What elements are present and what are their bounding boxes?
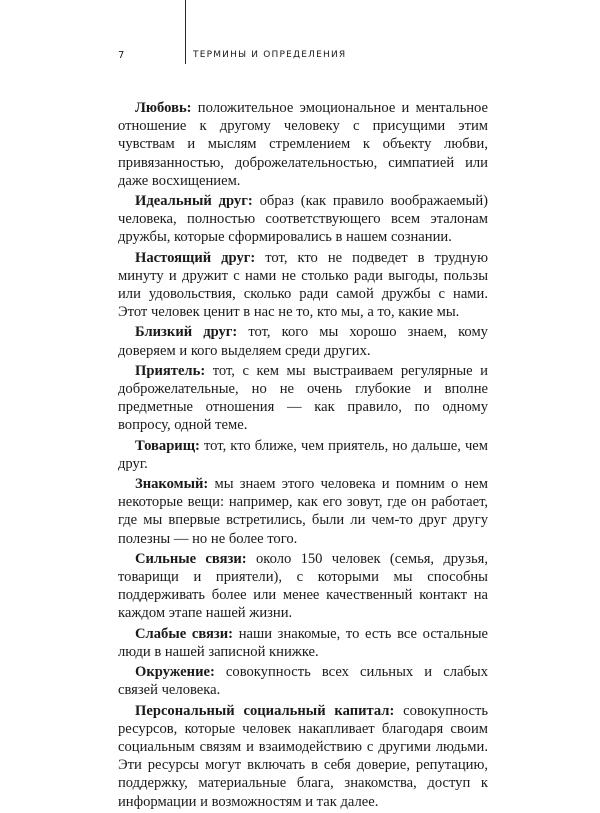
entry-definition: образ (как правило воображаемый) человека, полностью соответствующего всем эталонам дружбы, которые сформировались в нашем сознании. <box>118 193 488 246</box>
entry-term: Персональный социальный капитал: <box>135 702 395 719</box>
entry-definition: тот, с кем мы выстраиваем регулярные и доброжелательные, но не очень глубокие и вполне предметные отношения — как правило, по одному вопросу, одной теме. <box>118 362 488 434</box>
entry-term: Знакомый: <box>135 476 209 493</box>
header-vertical-rule <box>185 0 186 64</box>
entry-definition: мы знаем этого человека и помним о нем некоторые вещи: например, как его зовут, где он работает, где мы впервые встретились, были ли чем-то друг другу полезны — но не более того. <box>118 476 488 547</box>
entry-term: Идеальный друг: <box>135 193 253 210</box>
page-number: 7 <box>118 50 125 61</box>
glossary-entry-weak-ties <box>118 625 488 661</box>
entry-definition: совокупность всех сильных и слабых связей человека. <box>118 664 488 699</box>
glossary <box>118 99 488 813</box>
entry-term: Окружение: <box>135 664 215 681</box>
entry-term: Слабые связи: <box>135 625 234 642</box>
glossary-entry-close-friend <box>118 323 488 359</box>
entry-definition: тот, кого мы хорошо знаем, кому доверяем и кого выделяем среди других. <box>118 324 488 359</box>
glossary-entry-pal <box>118 362 488 435</box>
entry-definition: около 150 человек (семья, друзья, товарищи и приятели), с которыми мы способны поддерживать более или менее качественный контакт на каждом этапе нашей жизни. <box>118 550 488 622</box>
entry-term: Приятель: <box>135 362 206 379</box>
entry-definition: совокупность ресурсов, которые человек накапливает благодаря своим социальным связям и взаимодействию с другими людьми. Эти ресурсы могут включать в себя доверие, репутацию, поддержку, материальные блага, знакомства, доступ к информации и возможностям и так далее. <box>118 702 489 810</box>
entry-term: Настоящий друг: <box>135 249 256 266</box>
entry-definition: положительное эмоциональное и ментальное отношение к другому человеку с присущими этим чувствам и мыслям стремлением к объекту любви, привязанностью, доброжелательностью, симпатией или даже восхищением. <box>118 100 488 189</box>
entry-definition: наши знакомые, то есть все остальные люди в нашей записной книжке. <box>118 625 488 660</box>
entry-definition: тот, кто ближе, чем приятель, но дальше, чем друг. <box>118 437 488 472</box>
running-title: ТЕРМИНЫ И ОПРЕДЕЛЕНИЯ <box>193 50 347 60</box>
glossary-entry-ideal-friend <box>118 192 488 247</box>
glossary-entry-circle <box>118 663 488 699</box>
entry-term: Любовь: <box>135 100 192 116</box>
entry-term: Товарищ: <box>135 437 200 454</box>
glossary-entry-social-capital <box>118 702 488 811</box>
entry-term: Сильные связи: <box>135 550 247 567</box>
entry-definition: тот, кто не подведет в трудную минуту и дружит с нами не столько ради выгоды, пользы или удовольствия, сколько ради самой дружбы с нами. Этот человек ценит в нас не то, кто мы, а то, какие мы. <box>118 249 488 321</box>
glossary-entry-acquaintance <box>118 475 488 548</box>
entry-term: Близкий друг: <box>135 324 238 341</box>
glossary-entry-true-friend <box>118 249 488 322</box>
glossary-entry-love <box>118 99 488 190</box>
glossary-entry-comrade <box>118 437 488 473</box>
glossary-entry-strong-ties <box>118 550 488 623</box>
